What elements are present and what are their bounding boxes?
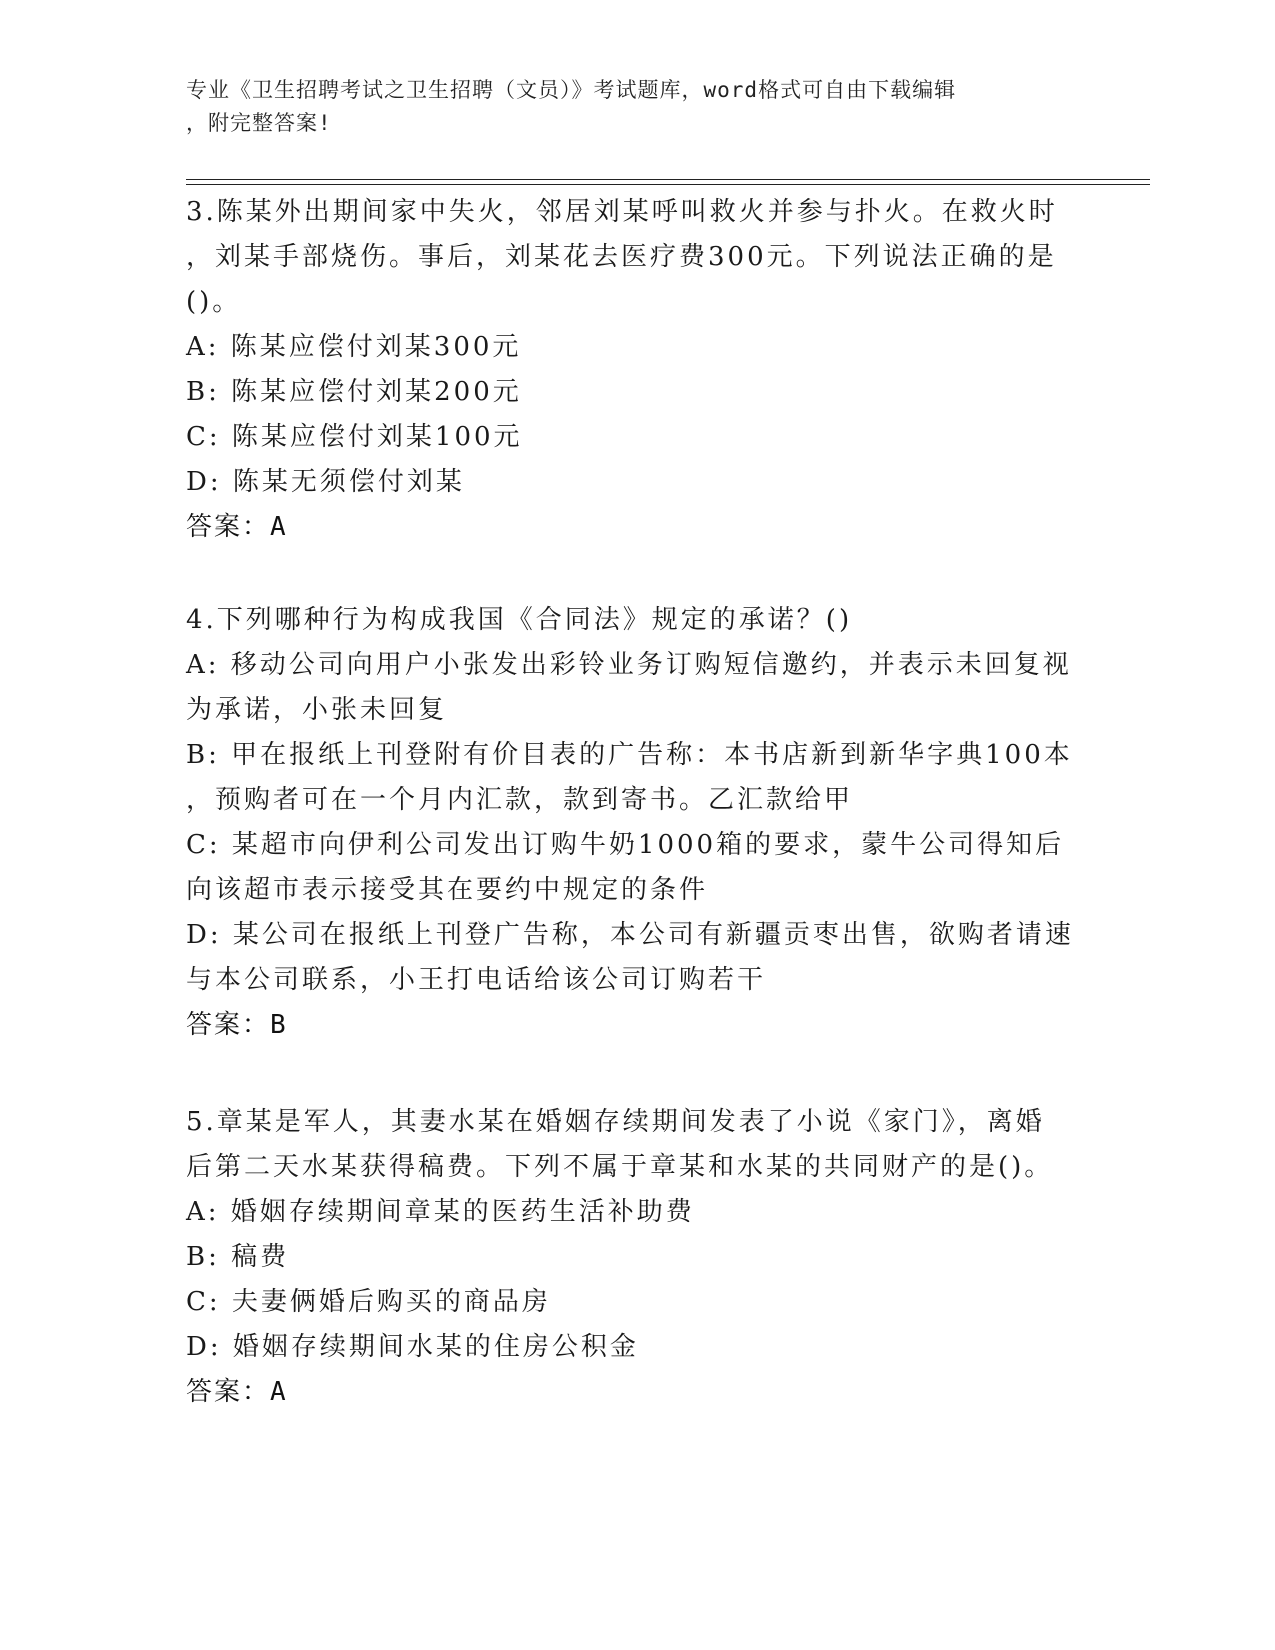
option-c: C: 陈某应偿付刘某100元: [186, 422, 523, 452]
option-b: B: 稿费: [186, 1242, 290, 1272]
option-d: D: 某公司在报纸上刊登广告称，本公司有新疆贡枣出售，欲购者请速: [186, 920, 1074, 950]
question-stem-line: ()。: [186, 287, 242, 317]
question-stem-line: 后第二天水某获得稿费。下列不属于章某和水某的共同财产的是()。: [186, 1152, 1054, 1182]
question-5: [186, 1100, 1086, 1415]
document-header: [186, 74, 1066, 140]
header-line-2: ，附完整答案!: [186, 111, 332, 135]
option-d-continued: 与本公司联系，小王打电话给该公司订购若干: [186, 965, 767, 995]
option-a: A: 陈某应偿付刘某300元: [186, 332, 522, 362]
option-d: D: 陈某无须偿付刘某: [186, 467, 465, 497]
answer-key: 答案：A: [186, 512, 288, 542]
option-c: C: 某超市向伊利公司发出订购牛奶1000箱的要求，蒙牛公司得知后: [186, 830, 1065, 860]
header-divider-bottom: [186, 184, 1150, 185]
option-a: A: 移动公司向用户小张发出彩铃业务订购短信邀约，并表示未回复视: [186, 650, 1072, 680]
option-c-continued: 向该超市表示接受其在要约中规定的条件: [186, 875, 709, 905]
option-b-continued: ，预购者可在一个月内汇款，款到寄书。乙汇款给甲: [186, 785, 854, 815]
option-a: A: 婚姻存续期间章某的医药生活补助费: [186, 1197, 695, 1227]
option-b: B: 甲在报纸上刊登附有价目表的广告称：本书店新到新华字典100本: [186, 740, 1073, 770]
option-d: D: 婚姻存续期间水某的住房公积金: [186, 1332, 639, 1362]
question-stem-line: 4.下列哪种行为构成我国《合同法》规定的承诺？(): [186, 605, 853, 635]
answer-key: 答案：B: [186, 1010, 288, 1040]
question-stem-line: ，刘某手部烧伤。事后，刘某花去医疗费300元。下列说法正确的是: [186, 242, 1057, 272]
header-divider-top: [186, 179, 1150, 180]
answer-key: 答案：A: [186, 1377, 288, 1407]
question-stem-line: 3.陈某外出期间家中失火，邻居刘某呼叫救火并参与扑火。在救火时: [186, 197, 1058, 227]
option-c: C: 夫妻俩婚后购买的商品房: [186, 1287, 551, 1317]
option-a-continued: 为承诺，小张未回复: [186, 695, 448, 725]
question-4: [186, 598, 1086, 1048]
question-stem-line: 5.章某是军人，其妻水某在婚姻存续期间发表了小说《家门》，离婚: [186, 1107, 1045, 1137]
header-line-1: 专业《卫生招聘考试之卫生招聘（文员）》考试题库，word格式可自由下载编辑: [186, 78, 957, 102]
question-3: [186, 190, 1086, 550]
option-b: B: 陈某应偿付刘某200元: [186, 377, 522, 407]
